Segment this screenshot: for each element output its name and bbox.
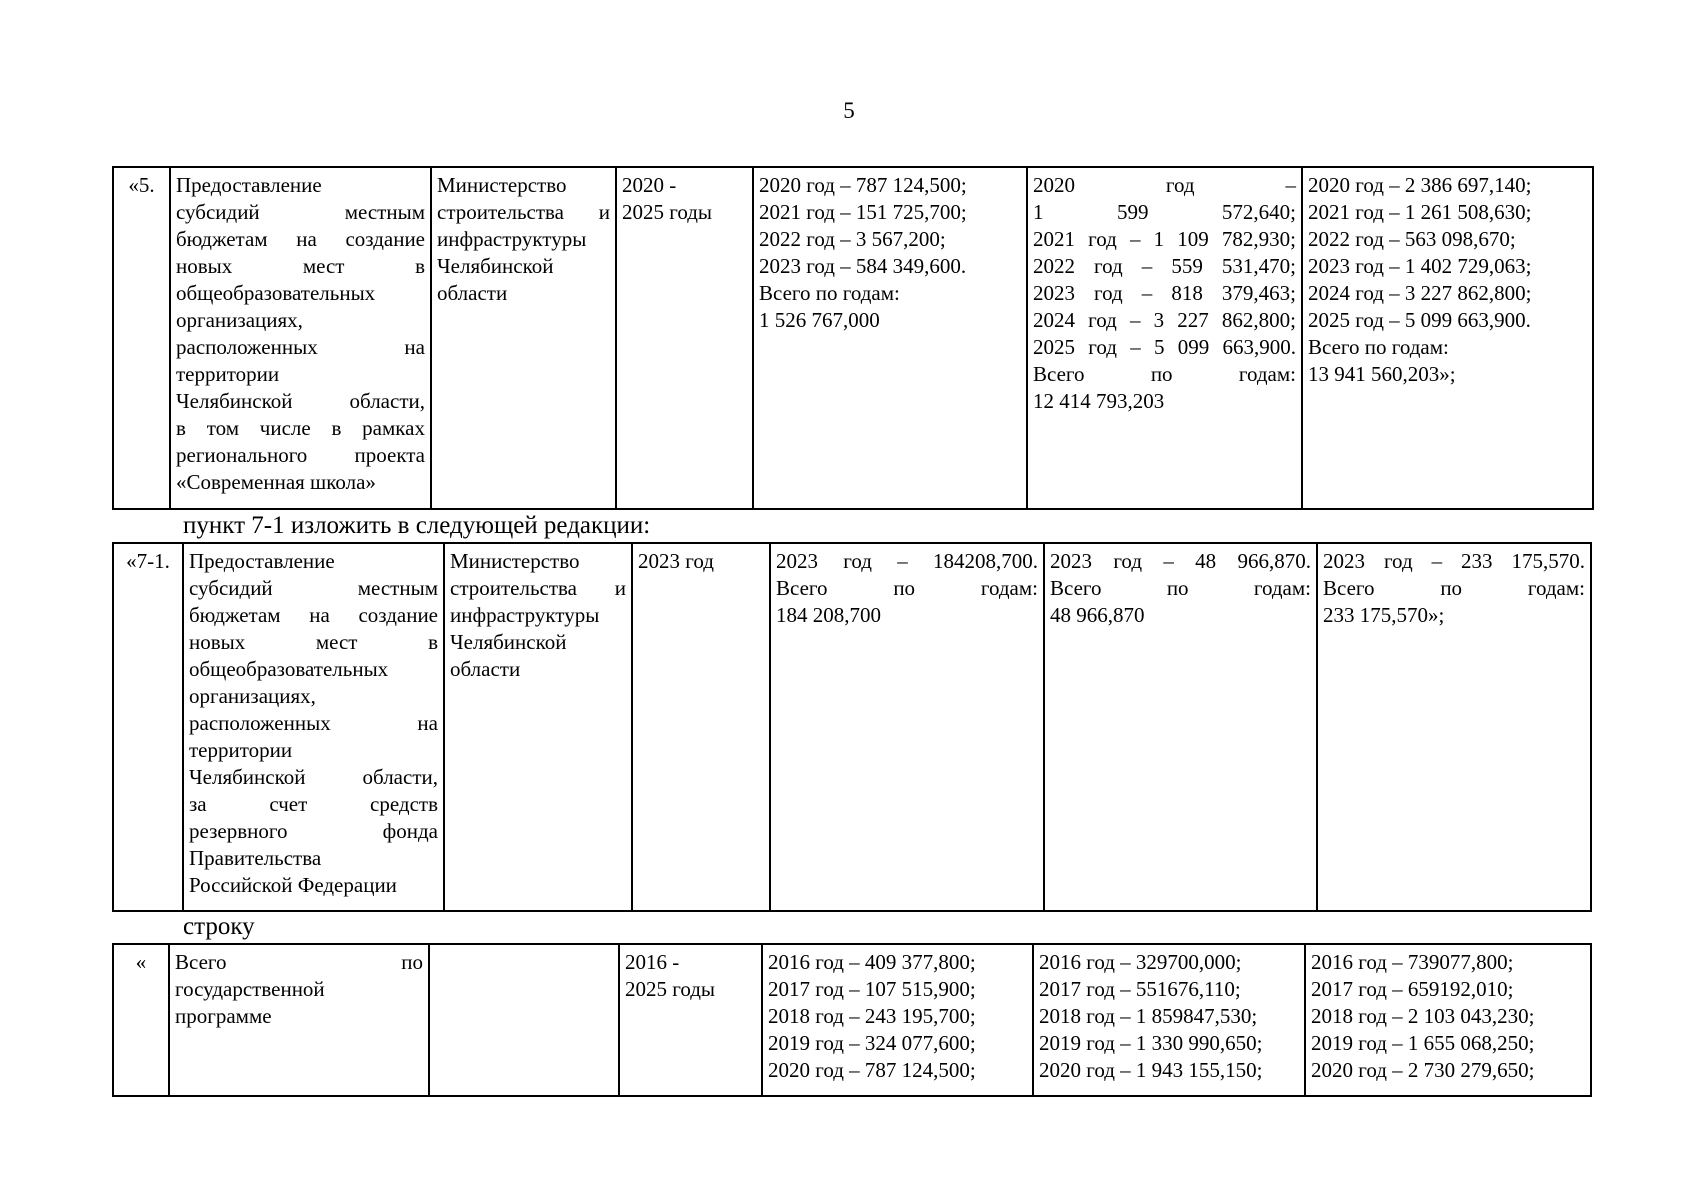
cell-line: 2021 год – 1 109 782,930;: [1033, 227, 1296, 251]
cell-line: бюджетам на создание: [176, 227, 425, 251]
cell-line: 184 208,700: [776, 603, 881, 627]
cell-line: 12 414 793,203: [1033, 389, 1165, 413]
cell-line: 48 966,870: [1050, 603, 1145, 627]
cell-line: 2025 год – 5 099 663,900.: [1033, 335, 1296, 359]
executor-cell: [444, 543, 632, 911]
cell-line: области: [450, 657, 521, 681]
cell-line: инфраструктуры: [450, 603, 600, 627]
cell-line: 2025 годы: [622, 200, 713, 224]
cell-line: бюджетам на создание: [189, 603, 438, 627]
cell-line: строительства и: [437, 200, 610, 224]
section-title-stroku: строку: [183, 913, 255, 940]
cell-line: общеобразовательных: [176, 281, 376, 305]
cell-line: территории: [176, 362, 280, 386]
row-number: «5.: [113, 167, 170, 509]
cell-line: Всего по годам:: [1323, 576, 1585, 600]
cell-line: 2016 год – 329700,000;: [1039, 950, 1242, 974]
cell-line: 2016 год – 739077,800;: [1311, 950, 1514, 974]
cell-line: 2024 год – 3 227 862,800;: [1308, 281, 1532, 305]
cell-line: 2023 год – 48 966,870.: [1050, 549, 1311, 573]
cell-line: «Современная школа»: [176, 470, 376, 494]
cell-line: организациях,: [189, 684, 316, 708]
cell-line: 2020 год – 787 124,500;: [768, 1058, 976, 1082]
cell-line: общеобразовательных: [189, 657, 389, 681]
cell-line: организациях,: [176, 308, 303, 332]
page-number: 5: [843, 98, 855, 123]
cell-line: 2021 год – 1 261 508,630;: [1308, 200, 1532, 224]
cell-line: в том числе в рамках: [176, 416, 425, 440]
event-name-cell: [170, 167, 431, 509]
funding-col7-cell: [1305, 944, 1591, 1096]
table-item-7-1: [112, 542, 1592, 912]
cell-line: 2018 год – 2 103 043,230;: [1311, 1004, 1535, 1028]
cell-line: 2023 год – 818 379,463;: [1033, 281, 1296, 305]
cell-line: Министерство: [437, 173, 567, 197]
cell-line: 2019 год – 324 077,600;: [768, 1031, 976, 1055]
cell-line: Всего по годам:: [1050, 576, 1311, 600]
cell-line: 2024 год – 3 227 862,800;: [1033, 308, 1296, 332]
cell-line: территории: [189, 738, 293, 762]
cell-line: Предоставление: [176, 173, 322, 197]
cell-line: 2023 год – 233 175,570.: [1323, 549, 1585, 573]
executor-cell: [429, 944, 619, 1096]
cell-line: за счет средств: [189, 792, 438, 816]
cell-line: 1 599 572,640;: [1033, 200, 1296, 224]
cell-line: 2016 -: [625, 950, 680, 974]
cell-line: Всего по годам:: [759, 281, 900, 305]
cell-line: строительства и: [450, 576, 626, 600]
cell-line: 2022 год – 559 531,470;: [1033, 254, 1296, 278]
row-number: «7-1.: [113, 543, 183, 911]
cell-line: Всего по годам:: [776, 576, 1038, 600]
funding-col6-cell: [1044, 543, 1317, 911]
cell-line: 13 941 560,203»;: [1308, 362, 1456, 386]
cell-line: 2025 годы: [625, 977, 716, 1001]
cell-line: Челябинской области,: [176, 389, 425, 413]
cell-line: 2025 год – 5 099 663,900.: [1308, 308, 1531, 332]
cell-line: Правительства: [189, 846, 322, 870]
cell-line: Российской Федерации: [189, 873, 397, 897]
table-total-program: [112, 943, 1592, 1097]
cell-line: 233 175,570»;: [1323, 603, 1445, 627]
cell-line: 2018 год – 1 859847,530;: [1039, 1004, 1258, 1028]
cell-line: 1 526 767,000: [759, 308, 880, 332]
cell-line: Всего по годам:: [1308, 335, 1449, 359]
cell-line: 2019 год – 1 330 990,650;: [1039, 1031, 1263, 1055]
cell-line: 2020 год – 1 943 155,150;: [1039, 1058, 1263, 1082]
cell-line: новых мест в: [189, 630, 438, 654]
table-row: [113, 944, 1591, 1096]
cell-line: 2020 год – 787 124,500;: [759, 173, 967, 197]
cell-line: 2018 год – 243 195,700;: [768, 1004, 976, 1028]
cell-line: 2017 год – 551676,110;: [1039, 977, 1241, 1001]
cell-line: 2020 год – 2 730 279,650;: [1311, 1058, 1535, 1082]
cell-line: 2017 год – 659192,010;: [1311, 977, 1514, 1001]
cell-line: расположенных на: [176, 335, 425, 359]
funding-col5-cell: [762, 944, 1033, 1096]
cell-line: расположенных на: [189, 711, 438, 735]
row-number: «: [113, 944, 169, 1096]
cell-line: 2021 год – 151 725,700;: [759, 200, 967, 224]
table-row: [113, 543, 1591, 911]
cell-line: резервного фонда: [189, 819, 438, 843]
table-item-5: [112, 166, 1594, 510]
cell-line: Предоставление: [189, 549, 335, 573]
cell-line: 2022 год – 563 098,670;: [1308, 227, 1516, 251]
funding-col7-cell: [1317, 543, 1591, 911]
funding-col7-cell: [1302, 167, 1593, 509]
cell-line: Всего по: [175, 950, 423, 974]
cell-line: государственной: [175, 977, 325, 1001]
cell-line: 2016 год – 409 377,800;: [768, 950, 976, 974]
funding-col6-cell: [1033, 944, 1305, 1096]
cell-line: 2020 -: [622, 173, 677, 197]
table-row: [113, 167, 1593, 509]
cell-line: Челябинской области,: [189, 765, 438, 789]
section-title-7-1: пункт 7-1 изложить в следующей редакции:: [183, 512, 651, 539]
cell-line: 2019 год – 1 655 068,250;: [1311, 1031, 1535, 1055]
cell-line: Всего по годам:: [1033, 362, 1296, 386]
funding-col5-cell: [770, 543, 1044, 911]
cell-line: Министерство: [450, 549, 580, 573]
period-cell: [616, 167, 753, 509]
event-name-cell: [169, 944, 429, 1096]
cell-line: 2020 год –: [1033, 173, 1296, 197]
event-name-cell: [183, 543, 444, 911]
cell-line: 2020 год – 2 386 697,140;: [1308, 173, 1532, 197]
cell-line: субсидий местным: [189, 576, 438, 600]
funding-col6-cell: [1027, 167, 1302, 509]
executor-cell: [431, 167, 616, 509]
cell-line: новых мест в: [176, 254, 425, 278]
cell-line: области: [437, 281, 508, 305]
funding-col5-cell: [753, 167, 1027, 509]
cell-line: Челябинской: [437, 254, 554, 278]
cell-line: 2022 год – 3 567,200;: [759, 227, 946, 251]
cell-line: Челябинской: [450, 630, 567, 654]
cell-line: субсидий местным: [176, 200, 425, 224]
cell-line: 2023 год – 584 349,600.: [759, 254, 967, 278]
period-cell: [619, 944, 762, 1096]
cell-line: регионального проекта: [176, 443, 425, 467]
cell-line: 2023 год – 184208,700.: [776, 549, 1038, 573]
period-cell: [632, 543, 770, 911]
cell-line: программе: [175, 1004, 272, 1028]
cell-line: инфраструктуры: [437, 227, 587, 251]
cell-line: 2023 год: [638, 549, 714, 573]
cell-line: 2017 год – 107 515,900;: [768, 977, 976, 1001]
cell-line: 2023 год – 1 402 729,063;: [1308, 254, 1532, 278]
